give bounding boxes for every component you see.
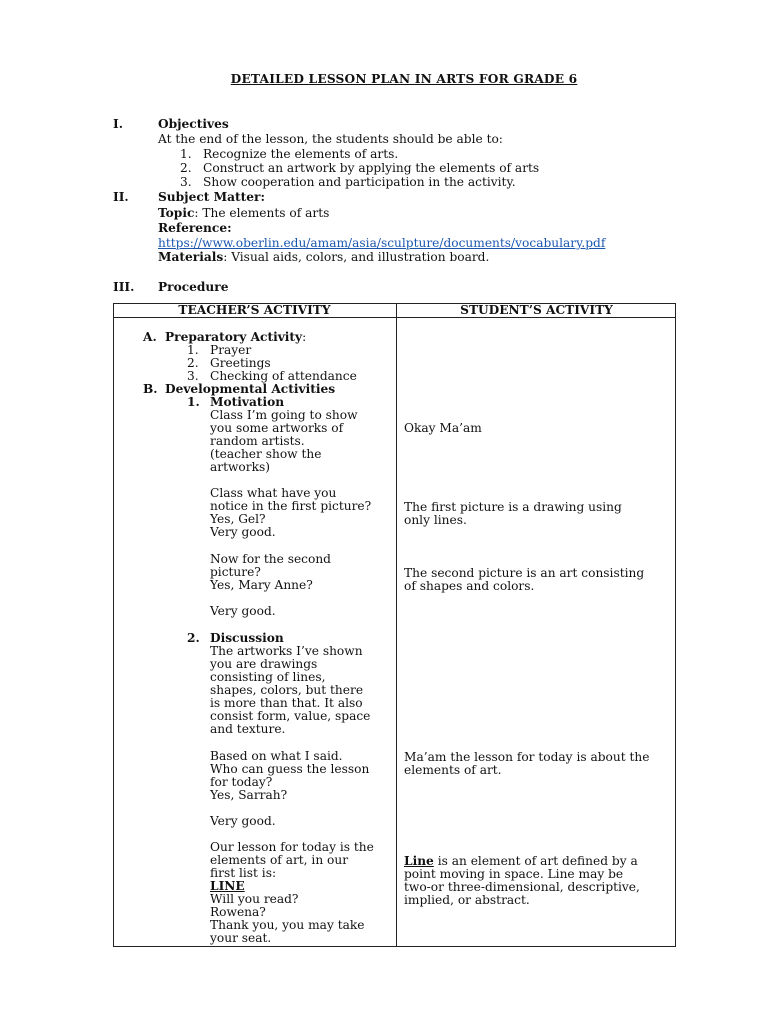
- teacher-line: Yes, Mary Anne?: [210, 578, 313, 592]
- teacher-line: Now for the second: [210, 552, 331, 566]
- procedure-heading: Procedure: [158, 280, 229, 294]
- teacher-line: Very good.: [210, 604, 276, 618]
- teacher-line: Our lesson for today is the: [210, 840, 374, 854]
- teacher-line: is more than that. It also: [210, 696, 363, 710]
- student-line: only lines.: [404, 513, 467, 527]
- teacher-line: random artists.: [210, 434, 305, 448]
- objective-number: 1.: [180, 147, 192, 161]
- reference-link[interactable]: https://www.oberlin.edu/amam/asia/sculpture/documents/vocabulary.pdf: [158, 236, 606, 250]
- teacher-line: and texture.: [210, 722, 286, 736]
- teacher-line: Yes, Sarrah?: [210, 788, 288, 802]
- discussion-heading: Discussion: [210, 631, 284, 645]
- prep-item-number: 1.: [187, 343, 199, 357]
- materials-value: : Visual aids, colors, and illustration board.: [223, 250, 490, 264]
- teacher-column-header: TEACHER’S ACTIVITY: [178, 303, 331, 317]
- teacher-line: The artworks I’ve shown: [210, 644, 363, 658]
- teacher-line: shapes, colors, but there: [210, 683, 364, 697]
- teacher-line: for today?: [210, 775, 273, 789]
- teacher-line: artworks): [210, 460, 270, 474]
- section-numeral-objectives: I.: [113, 117, 123, 131]
- reference-label: Reference:: [158, 221, 232, 235]
- prep-item: Checking of attendance: [210, 369, 357, 383]
- teacher-line: Yes, Gel?: [210, 512, 266, 526]
- teacher-line: Thank you, you may take: [210, 918, 365, 932]
- motivation-number: 1.: [187, 395, 200, 409]
- prep-item-number: 2.: [187, 356, 199, 370]
- prep-item: Prayer: [210, 343, 252, 357]
- teacher-line: first list is:: [210, 866, 277, 880]
- objective-text: Show cooperation and participation in the activity.: [203, 175, 516, 189]
- teacher-line: you some artworks of: [210, 421, 344, 435]
- objectives-heading: Objectives: [158, 117, 229, 131]
- teacher-line: your seat.: [210, 931, 272, 945]
- student-line: elements of art.: [404, 763, 502, 777]
- student-line: of shapes and colors.: [404, 579, 535, 593]
- prep-item-number: 3.: [187, 369, 199, 383]
- prep-colon: :: [302, 330, 307, 344]
- prep-item: Greetings: [210, 356, 271, 370]
- teacher-line: consist form, value, space: [210, 709, 371, 723]
- objective-text: Construct an artwork by applying the elements of arts: [203, 161, 540, 175]
- student-line: The second picture is an art consisting: [404, 566, 645, 580]
- student-line-rest: is an element of art defined by a: [433, 854, 638, 868]
- teacher-line: (teacher show the: [210, 447, 322, 461]
- discussion-number: 2.: [187, 631, 200, 645]
- table-column-divider: [396, 303, 397, 947]
- teacher-line: you are drawings: [210, 657, 318, 671]
- materials-label: Materials: [158, 250, 224, 264]
- teacher-line: consisting of lines,: [210, 670, 326, 684]
- topic-line: [158, 206, 329, 220]
- teacher-line: picture?: [210, 565, 261, 579]
- objective-number: 2.: [180, 161, 192, 175]
- document-title: DETAILED LESSON PLAN IN ARTS FOR GRADE 6: [230, 72, 578, 86]
- dev-heading: Developmental Activities: [165, 382, 336, 396]
- student-line: The first picture is a drawing using: [404, 500, 622, 514]
- teacher-line: Very good.: [210, 525, 276, 539]
- table-header-divider: [113, 317, 676, 318]
- topic-label: Topic: [158, 206, 195, 220]
- motivation-heading: Motivation: [210, 395, 285, 409]
- section-numeral-procedure: III.: [113, 280, 135, 294]
- prep-heading: [165, 330, 306, 344]
- materials-line: [158, 250, 489, 264]
- student-line: [404, 854, 638, 868]
- teacher-line: Will you read?: [210, 892, 299, 906]
- teacher-line: Based on what I said.: [210, 749, 343, 763]
- student-column-header: STUDENT’S ACTIVITY: [460, 303, 613, 317]
- teacher-line: notice in the first picture?: [210, 499, 372, 513]
- teacher-line: elements of art, in our: [210, 853, 349, 867]
- teacher-line: Very good.: [210, 814, 276, 828]
- student-line: implied, or abstract.: [404, 893, 530, 907]
- subject-matter-heading: Subject Matter:: [158, 190, 265, 204]
- objectives-intro: At the end of the lesson, the students should be able to:: [158, 132, 503, 146]
- dev-letter: B.: [143, 382, 158, 396]
- teacher-line: Who can guess the lesson: [210, 762, 370, 776]
- objective-number: 3.: [180, 175, 192, 189]
- prep-letter: A.: [143, 330, 157, 344]
- student-line: Okay Ma’am: [404, 421, 482, 435]
- student-line: Ma’am the lesson for today is about the: [404, 750, 650, 764]
- section-numeral-subject-matter: II.: [113, 190, 129, 204]
- topic-value: : The elements of arts: [194, 206, 330, 220]
- line-term-student: Line: [404, 854, 434, 868]
- teacher-line: Class what have you: [210, 486, 337, 500]
- student-line: two-or three-dimensional, descriptive,: [404, 880, 640, 894]
- line-term: LINE: [210, 879, 245, 893]
- teacher-line: Class I’m going to show: [210, 408, 358, 422]
- student-line: point moving in space. Line may be: [404, 867, 624, 881]
- prep-label: Preparatory Activity: [165, 330, 303, 344]
- objective-text: Recognize the elements of arts.: [203, 147, 399, 161]
- teacher-line: Rowena?: [210, 905, 266, 919]
